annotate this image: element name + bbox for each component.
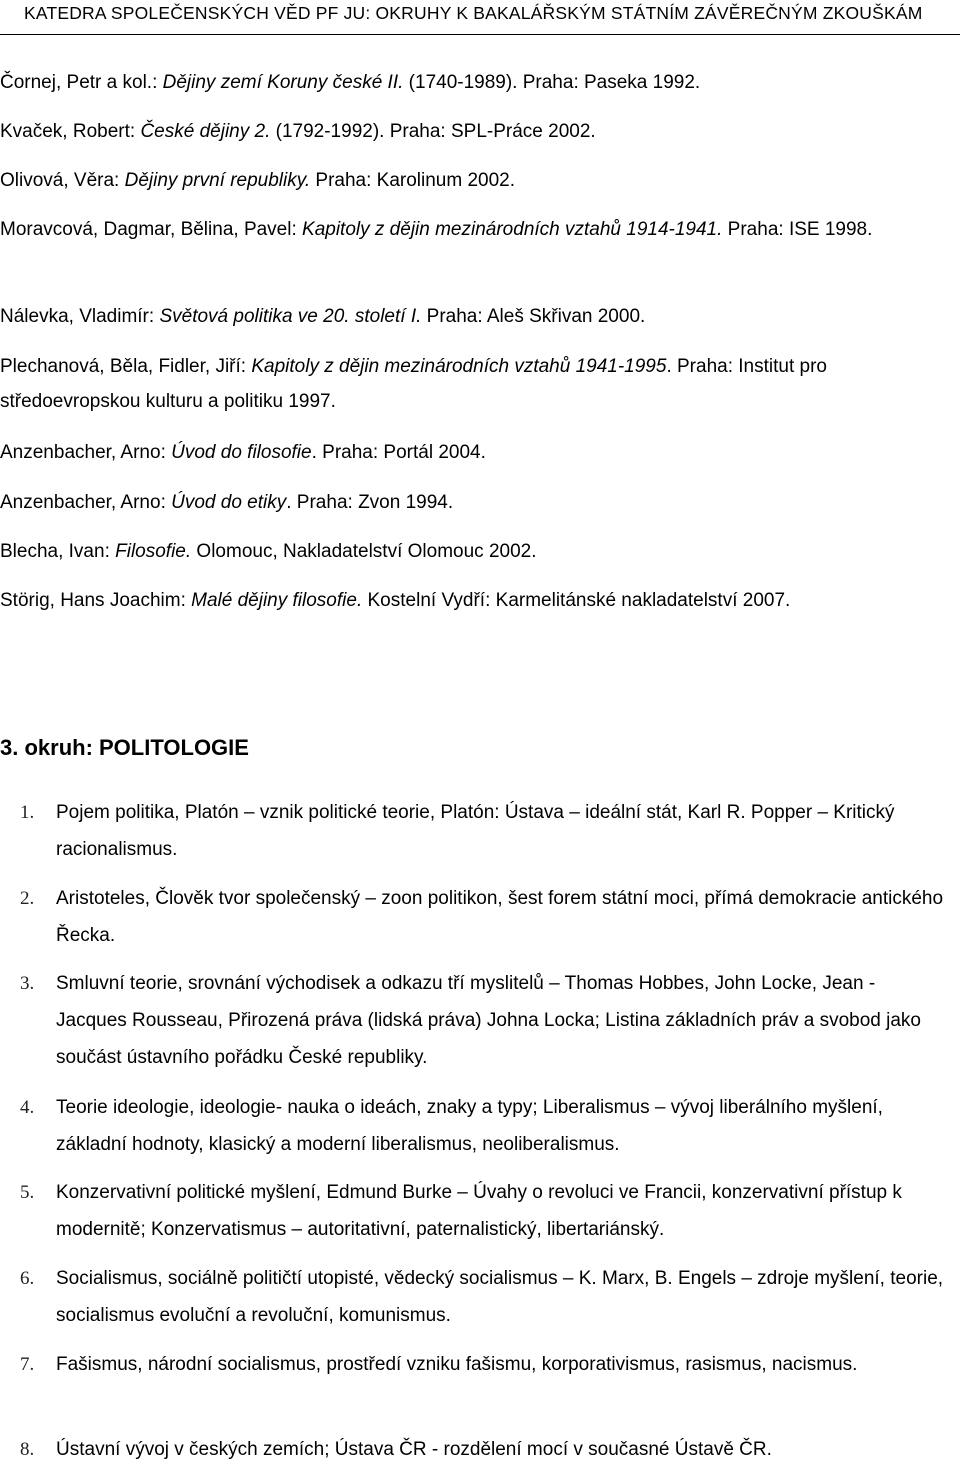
list-item	[0, 880, 950, 954]
list-text: Fašismus, národní socialismus, prostředí vzniku fašismu, korporativismus, rasismus, nacismus.	[56, 1354, 858, 1375]
page-header: KATEDRA SPOLEČENSKÝCH VĚD PF JU: OKRUHY K BAKALÁŘSKÝM STÁTNÍM ZÁVĚREČNÝM ZKOUŠKÁM	[24, 3, 923, 23]
list-item	[0, 1174, 950, 1248]
list-number: 4.	[20, 1097, 35, 1118]
list-number: 5.	[20, 1182, 35, 1203]
list-item	[0, 1346, 950, 1383]
header-divider	[0, 34, 960, 35]
section-title: 3. okruh: POLITOLOGIE	[0, 735, 249, 760]
reference-item: Störig, Hans Joachim: Malé dějiny filosofie. Kostelní Vydří: Karmelitánské nakladatelství 2007.	[0, 590, 791, 611]
list-item	[0, 1431, 950, 1468]
list-item	[0, 965, 950, 1076]
list-item	[0, 1089, 950, 1163]
reference-item: Kvaček, Robert: České dějiny 2. (1792-1992). Praha: SPL-Práce 2002.	[0, 121, 596, 142]
reference-item: Blecha, Ivan: Filosofie. Olomouc, Nakladatelství Olomouc 2002.	[0, 541, 537, 562]
list-text: Konzervativní politické myšlení, Edmund Burke – Úvahy o revoluci ve Francii, konzervativní přístup k modernitě; Konzervatismus – autoritativní, paternalistický, libertariánský.	[56, 1182, 902, 1240]
list-number: 7.	[20, 1354, 35, 1375]
reference-item: Anzenbacher, Arno: Úvod do filosofie. Praha: Portál 2004.	[0, 442, 486, 463]
reference-item: Čornej, Petr a kol.: Dějiny zemí Koruny české II. (1740-1989). Praha: Paseka 1992.	[0, 72, 701, 93]
reference-item: Anzenbacher, Arno: Úvod do etiky. Praha: Zvon 1994.	[0, 492, 454, 513]
list-number: 3.	[20, 973, 35, 994]
list-text: Ústavní vývoj v českých zemích; Ústava ČR - rozdělení mocí v současné Ústavě ČR.	[56, 1439, 772, 1460]
list-text: Aristoteles, Člověk tvor společenský – zoon politikon, šest forem státní moci, přímá demokracie antického Řecka.	[56, 888, 944, 946]
list-text: Socialismus, sociálně političtí utopisté, vědecký socialismus – K. Marx, B. Engels – zdroje myšlení, teorie, socialismus evoluční a revoluční, komunismus.	[56, 1268, 944, 1326]
reference-item: Plechanová, Běla, Fidler, Jiří: Kapitoly z dějin mezinárodních vztahů 1941-1995. Praha: Institut pro středoevropskou kulturu a politiku 1997.	[0, 356, 827, 412]
list-number: 2.	[20, 888, 35, 909]
list-text: Smluvní teorie, srovnání východisek a odkazu tří myslitelů – Thomas Hobbes, John Locke, Jean - Jacques Rousseau, Přirozená práva (lidská práva) Johna Locka; Listina základních práv a svobod jako součást ústavního pořádku České republiky.	[56, 973, 921, 1068]
list-item	[0, 794, 950, 868]
list-text: Teorie ideologie, ideologie- nauka o ideách, znaky a typy; Liberalismus – vývoj liberálního myšlení, základní hodnoty, klasický a moderní liberalismus, neoliberalismus.	[56, 1097, 883, 1155]
reference-item: Nálevka, Vladimír: Světová politika ve 20. století I. Praha: Aleš Skřivan 2000.	[0, 306, 646, 327]
list-number: 6.	[20, 1268, 35, 1289]
list-number: 1.	[20, 802, 35, 823]
list-text: Pojem politika, Platón – vznik politické teorie, Platón: Ústava – ideální stát, Karl R. Popper – Kritický racionalismus.	[56, 802, 895, 860]
list-number: 8.	[20, 1439, 35, 1460]
list-item	[0, 1260, 950, 1334]
reference-item: Olivová, Věra: Dějiny první republiky. Praha: Karolinum 2002.	[0, 170, 516, 191]
reference-item: Moravcová, Dagmar, Bělina, Pavel: Kapitoly z dějin mezinárodních vztahů 1914-1941. Praha: ISE 1998.	[0, 219, 873, 240]
